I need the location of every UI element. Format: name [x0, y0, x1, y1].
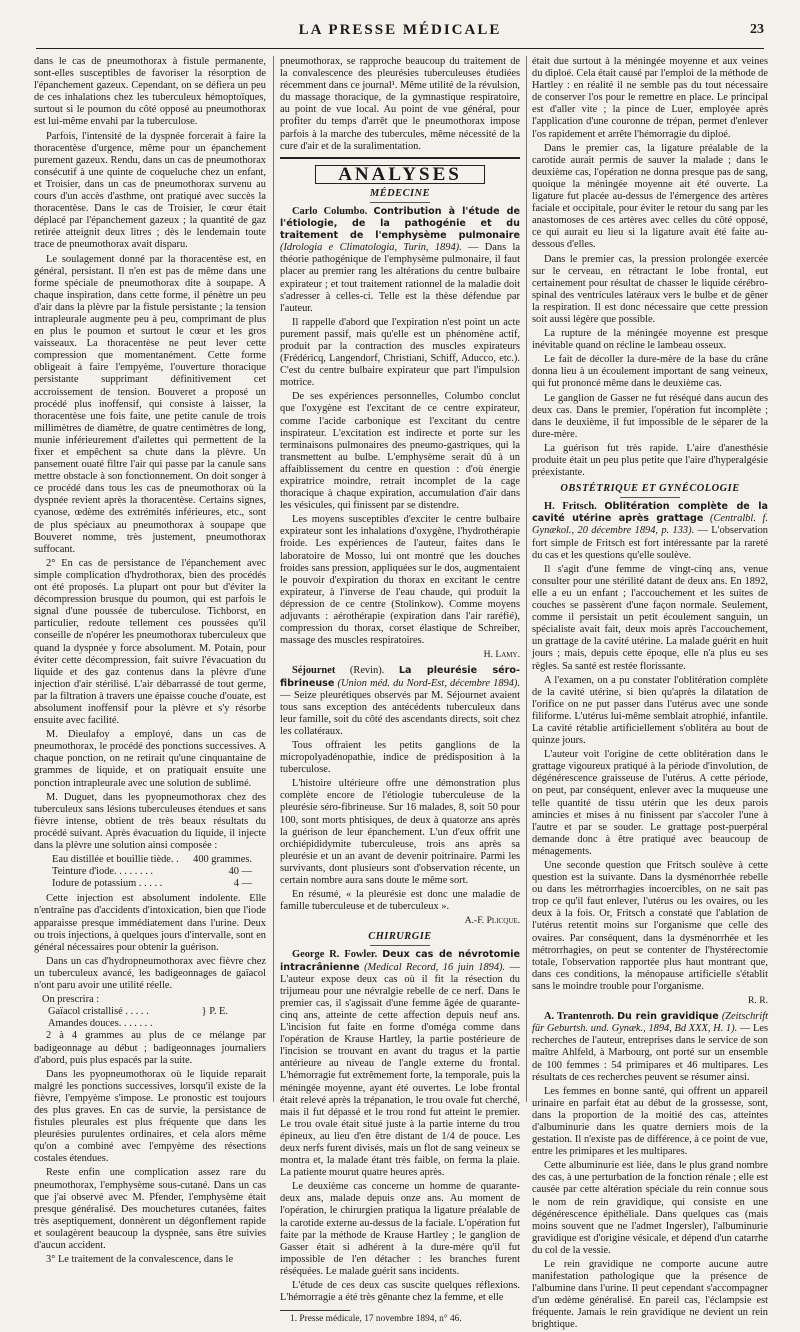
analysis-title: La pleurésie séro-fibrineuse	[280, 665, 520, 689]
paragraph: 2 à 4 grammes au plus de ce mélange par badigeonnage au début ; badigeonnages journaliers d'abord, puis plus espacés par la suite.	[34, 1030, 266, 1066]
paragraph: Le deuxième cas concerne un homme de quarante-deux ans, malade depuis onze ans. Au moment de l'opération, le chirurgien pratiqua la ligature préalable de la carotide externe au-dessus de la faciale. L'opération fut faite par la méthode de Krause Hartley ; le ganglion de Gasser était si adhérent à la dure-mère qu'il fut impossible de l'en détacher : les branches furent réséquées. Le malade guérit sans incidents.	[280, 1181, 520, 1277]
footnote: 1. Presse médicale, 17 novembre 1894, n° 46.	[290, 1314, 462, 1325]
analysis-author: A. Trantenroth.	[544, 1011, 615, 1023]
formula-ingredient: Eau distillée et bouillie tiède. .	[52, 854, 179, 866]
column-left	[34, 56, 266, 1266]
prescription-row	[48, 1018, 228, 1030]
prescription-row	[48, 1006, 228, 1018]
paragraph: La guérison fut très rapide. L'aire d'anesthésie produite était un peu plus petite que l'aire d'hyperalgésie préexistante.	[532, 442, 768, 479]
paragraph: A l'examen, on a pu constater l'oblitération complète de la cavité utérine, si bien qu'après la dilatation de l'orifice on ne put passer dans l'utérus avec une sonde filiforme. L'utérus lui-même semblait atrophié, infantile. La cavité rétablie artificiellement s'oblitéra au bout de quinze jours.	[532, 674, 768, 747]
paragraph: Les femmes en bonne santé, qui offrent un appareil urinaire en parfait état au début de la grossesse, sont, dans la proportion de la moitié des cas, atteintes d'albuminurie dans les quatre derniers mois de la gestation. Il n'existe pas de différence, à ce point de vue, entre les primipares et les multipares.	[532, 1085, 768, 1158]
paragraph: L'étude de ces deux cas suscite quelques réflexions. L'hémorragie a été très gênante chez la femme, et elle	[280, 1280, 520, 1304]
paragraph: pneumothorax, se rapproche beaucoup du traitement de la convalescence des pleurésies tuberculeuses étudiées récemment dans ce journal¹. Même utilité de la révulsion, du massage thoracique, de la gymnastique respiratoire, au point de vue local. Au point de vue général, pour profiter du temps d'arrêt que le pneumothorax impose parfois à la marche des tubercules, même nécessité de la cure d'air et de la suralimentation.	[280, 56, 520, 152]
paragraph: En résumé, « la pleurésie est donc une maladie de famille tuberculeuse et de tuberculeux ».	[280, 889, 520, 913]
iodine-formula	[52, 854, 266, 890]
section-rule	[280, 157, 520, 159]
paragraph: Cette injection est absolument indolente. Elle n'entraîne pas d'accidents d'intoxication, bien que l'iode apparaisse presque immédiatement dans l'urine. Deux ou trois injections, à quelques jours d'intervalle, sont en général nécessaires pour obtenir la guérison.	[34, 893, 266, 953]
paragraph: Dans le premier cas, la ligature préalable de la carotide aurait permis de sauver la malade ; dans le deuxième cas, l'opération ne donna presque pas de sang, quoique la méningée moyenne ait été ouverte. La ligature fut placée au-dessus de l'émergence des artères faciale et occipitale, pour éviter le retour du sang par les anastomoses de ces artères avec celles du côté opposé, ce qui aurait eu lieu si la ligature avait été faite au-dessous d'elles.	[532, 142, 768, 251]
paragraph: Le soulagement donné par la thoracentèse est, en général, persistant. Il n'en est pas de même dans une forme spéciale de pneumothorax dite à soupape. A chaque inspiration, dans cette forme, il pénètre un peu d'air dans la plèvre par la fistule persistante ; la tension intrapleurale augmente peu à peu, comprimant de plus en plus le poumon et surtout le cœur et les gros vaisseaux. La thoracentèse ne peut lever cette compression que momentanément. Cette forme obligeait à faire l'empyème, l'ouverture thoracique persistante supprimant définitivement cet accroissement de tension. Bouveret a proposé un procédé plus inoffensif, qui consiste à laisser, la thoracentèse une fois faite, une petite canule de trois millimètres de diamètre, de quatre centimètres de long, munie inférieurement d'ailettes qui permettent de la fixer et empêchent sa chute dans la plèvre. Un pansement ouaté filtre l'air qui passe par la canule sans mettre obstacle à son fonctionnement. On doit songer à ce procédé dans tous les cas de pneumothorax où la dyspnée revient après la thoracentèse. Certains signes, cyanose, œdème des extrémités inférieures, etc., sont de plus spéciaux au pneumothorax à soupape que Bouveret nomme, très justement, pneumothorax suffocant.	[34, 253, 266, 555]
analysis-reference: (Union méd. du Nord-Est, décembre 1894).	[337, 677, 520, 689]
prescription-title: On prescrira :	[42, 994, 100, 1006]
analysis-title: Oblitération complète de la cavité utérine après grattage	[532, 501, 768, 525]
formula-ingredient: Iodure de potassium . . . . .	[52, 878, 163, 890]
paragraph: La rupture de la méningée moyenne est presque inévitable quand on récline le lambeau osseux.	[532, 328, 768, 352]
analysis-reference: (Centralbl. f. Gynækol., 20 décembre 1894, p. 133).	[532, 513, 768, 537]
analysis-text: — L'auteur expose deux cas où il fit la résection du trijumeau pour une névralgie rebelle de ce nerf. Dans le premier cas, il s'agissait d'une femme âgée de quarante-cinq ans, atteinte de cette affection depuis neuf ans. L'incision fut faite en forme d'oméga comme dans l'opération de Krause Hartley, la partie postérieure de l'incision se trouvant en avant du tragus et la partie antérieure au niveau de l'angle externe du frontal. L'hémorragie fut extrêmement forte, la temporale, puis la méningée moyenne, ayant été ouvertes. Le lobe frontal était relevé après la trépanation, le trou ovale fut cherché, mais il fut dépassé et le trou rond fut atteint le premier. Le trou ovale était situé juste à la partie interne du trou épineux, au lieu d'en être distant de 1/4 de pouce. Les deux nerfs furent divisés, mais un flot de sang veineux se montra et, la malade étant très faible, on ferma la plaie. La patiente mourut quatre heures après.	[280, 961, 520, 1179]
paragraph: M. Dieulafoy a employé, dans un cas de pneumothorax, le procédé des ponctions successives. A chaque ponction, on ne retirait qu'une cinquantaine de grammes de liquide, et on pratiquait ensuite une ponction intrapleurale avec une solution de sublimé.	[34, 729, 266, 789]
paragraph: De ses expériences personnelles, Columbo conclut que l'oxygène est l'excitant de ce centre expirateur, comme l'acide carbonique est l'excitant du centre inspirateur. L'excitation est indirecte et porte sur les terminaisons pulmonaires des pneumo-gastriques, qui la transmettent au bulbe. L'emphysème serait dû à un affaiblissement du centre en question : d'où énergie expiratrice moindre, retrait incomplet de la cage thoracique à chaque expiration, accumulation d'air dans les vésicules, qui finissent par se distendre.	[280, 391, 520, 512]
analysis-text: — Dans la théorie pathogénique de l'emphysème pulmonaire, il faut placer au premier rang les altérations du centre bulbaire expirateur ; et tout traitement rationnel de la maladie doit s'adresser à celles-ci. Telle est la thèse défendue par l'auteur.	[280, 242, 520, 314]
analysis-title: Deux cas de névrotomie intracrânienne	[280, 949, 520, 973]
formula-row	[52, 854, 252, 866]
paragraph: Dans le premier cas, la pression prolongée exercée sur le cerveau, en rétractant le lobe frontal, eut certainement pour résultat de chasser le liquide cérébro-spinal des ventricules latéraux vers le bulbe et de gêner la respiration. Il est donc nécessaire que cette pression soit aussi légère que possible.	[532, 253, 768, 325]
formula-row	[52, 866, 252, 878]
page-number: 23	[750, 22, 764, 37]
analysis-entry	[280, 665, 520, 738]
prescription-ingredient: Gaïacol cristallisé . . . . .	[48, 1006, 149, 1018]
formula-ingredient: Teinture d'iode. . . . . . . .	[52, 866, 153, 878]
paragraph: Une seconde question que Fritsch soulève à cette question est la suivante. Dans la dysménorrhée rebelle ou dans les métrorrhagies incoercibles, on ne sait pas trop ce qu'il faut enlever, l'utérus ou les ovaires, ou les deux à la fois. Or, Fritsch a constaté que l'ablation de l'utérus retentit moins sur l'organisme que celle des ovaires. Par conséquent, dans la dysménorrhée et les métrorrhagies, on peut se contenter de l'hystérectomie totale, l'observation rapportée plus haut montrant que, dans ces conditions, la ménopause artificielle s'établit sans le moindre trouble pour l'organisme.	[532, 860, 768, 992]
column-right	[532, 56, 769, 1331]
paragraph: L'auteur voit l'origine de cette oblitération dans le grattage vigoureux pratiqué à la période d'involution, de dégénérescence graisseuse de l'utérus. A cette période, on peut, par conséquent, enlever avec la muqueuse une telle quantité de tissu utérin que les deux parois amincies et mises à nu finissent par s'accoler l'une à l'autre et par se souder. Le grattage post-puerpéral demande donc à être pratiqué avec beaucoup de ménagements.	[532, 749, 768, 857]
analysis-title: Du rein gravidique	[617, 1011, 719, 1023]
section-underline	[370, 202, 430, 203]
paragraph: Dans un cas d'hydropneumothorax avec fièvre chez un tuberculeux avancé, les badigeonnages de gaïacol n'ont paru avoir une utilité réelle.	[34, 955, 266, 992]
paragraph: Tous offraient les petits ganglions de la micropolyadénopathie, indice de prédisposition à la tuberculose.	[280, 739, 520, 776]
analysis-text: — Seize pleurétiques observés par M. Séjournet avaient tous sans exception des antécédents tuberculeux dans leur famille, soit du côté des ascendants directs, soit chez les collatéraux.	[280, 689, 520, 737]
analysis-entry	[280, 206, 520, 315]
analyses-heading: ANALYSES	[315, 165, 485, 184]
paragraph: Le rein gravidique ne comporte aucune autre manifestation pathologique que la présence de l'albumine dans l'urine. Il peut cependant s'accompagner d'un œdème généralisé. En pareil cas, l'éclampsie est fréquente. Jamais le rein gravidique ne devient un rein brightique.	[532, 1259, 768, 1331]
analysis-author: Carlo Columbo.	[292, 205, 368, 217]
paragraph: L'histoire ultérieure offre une démonstration plus complète encore de l'étiologie tuberculeuse de la pleurésie séro-fibrineuse. Sur 16 malades, 8, soit 50 pour 100, sont morts phtisiques, de deux à quatorze ans après la guérison de leur épanchement. L'un d'eux offrit une orchiépididymite tuberculeuse, trois ans après sa pleurésie et un an avant de devenir poitrinaire. Parmi les survivants, dont plusieurs sont d'observation récente, un certain nombre aura sans doute le même sort.	[280, 778, 520, 886]
paragraph: Parfois, l'intensité de la dyspnée forcerait à faire la thoracentèse d'urgence, même pour un épanchement purement gazeux. Rendu, dans un cas de pneumothorax consécutif à une quinte de coqueluche chez un enfant, et Troisier, dans un cas de pneumothorax survenu au cours d'un accès d'asthme, ont pratiqué avec succès la thoracentèse. Dans le cas de Troisier, le cœur était déplacé par l'épanchement gazeux ; la quantité de gaz retirée atteignit deux litres ; dès le lendemain toute trace de pneumothorax avait disparu.	[34, 130, 266, 251]
analysis-entry	[532, 501, 768, 561]
page-header	[36, 22, 764, 49]
analysis-reference: (Idrologia e Climatologia, Turin, 1894).	[280, 242, 462, 254]
paragraph: était due surtout à la méningée moyenne et aux veines du diploé. Cela était causé par l'emploi de la méthode de Hartley : en réalité il ne semble pas du tout nécessaire de conserver l'os pour le remettre en place. Le principal est d'aller vite ; la pince de Luer, employée après l'application d'une couronne de trépan, permet d'enlever l'os rapidement et arrête l'hémorragie du diploé.	[532, 56, 768, 140]
paragraph: Le ganglion de Gasser ne fut réséqué dans aucun des deux cas. Dans le premier, l'opération fut incomplète ; dans le deuxième, il fut impossible de le séparer de la dure-mère.	[532, 392, 768, 440]
column-divider	[273, 56, 274, 1102]
paragraph: Reste enfin une complication assez rare du pneumothorax, l'emphysème sous-cutané. Dans un cas que j'ai observé avec M. Pfender, l'emphysème était presque généralisé. Des mouchetures cutanées, faites très aseptiquement, donnèrent un dégonflement rapide et soulagèrent beaucoup la dyspnée, sans être suivies d'aucun accident.	[34, 1167, 266, 1251]
analysis-location: (Revin).	[349, 665, 385, 677]
analysis-reference: (Zeitschrift für Geburtsh. und. Gynæk., 1894, Bd XXX, H. 1).	[532, 1011, 768, 1035]
analysis-reference: (Medical Record, 16 juin 1894).	[364, 961, 506, 973]
analysis-author: H. Fritsch.	[544, 501, 597, 513]
footnote-rule	[280, 1310, 350, 1311]
paragraph: dans le cas de pneumothorax à fistule permanente, sont-elles susceptibles de favoriser la résorption de l'épanchement gazeux. Cependant, on se défiera un peu de ces inhalations chez les tuberculeux hémoptoïques, surtout si le poumon du côté opposé au pneumothorax est lui-même envahi par la tuberculose.	[34, 56, 266, 128]
paragraph: Les moyens susceptibles d'exciter le centre bulbaire expirateur sont les inhalations d'oxygène, l'hydrothérapie froide. Les expériences de l'auteur, faites dans le laboratoire de Mosso, lui ont montré que les douches froides sans pression, appliquées sur le dos, augmentaient le pouvoir d'expiration du thorax en excitant le centre expirateur, à l'inverse de l'eau chaude, qui produit la dépression de ce centre (Stolinkow). Comme moyens adjuvants : aérothérapie (expiration dans l'air raréfié), compression du thorax, corset élastique de Schreiber, massage des muscles respiratoires.	[280, 514, 520, 647]
section-heading-obstetrique: OBSTÉTRIQUE ET GYNÉCOLOGIE	[560, 483, 740, 495]
analysis-entry	[532, 1011, 768, 1084]
formula-row	[52, 878, 252, 890]
formula-quantity: 40 —	[228, 866, 252, 878]
analysis-signature: H. Lamy.	[483, 649, 520, 661]
paragraph: Il rappelle d'abord que l'expiration n'est point un acte purement passif, mais qu'elle est un phénomène actif, produit par la contraction des muscles expirateurs (Frédéricq, Langendorf, Christiani, Schiff, Aducco, etc.). C'est du centre bulbaire expirateur que part l'impulsion motrice.	[280, 316, 520, 389]
column-divider	[526, 56, 527, 1102]
analysis-title: Contribution à l'étude de l'étiologie, de la pathogénie et du traitement de l'emphysème pulmonaire	[280, 205, 521, 242]
journal-title: LA PRESSE MÉDICALE	[298, 22, 502, 38]
paragraph: Dans les pyopneumothorax où le liquide reparait malgré les ponctions successives, lorsqu'il existe de la fièvre, l'empyème s'impose. Le pronostic est toujours des plus graves. En cas de survie, la persistance de fistules pleurales est plus fréquente que dans les pleurésies purulentes ordinaires, et cela alors même qu'on a combiné avec l'empyème des résections costales étendues.	[34, 1068, 266, 1165]
section-heading-chirurgie: CHIRURGIE	[368, 931, 432, 943]
analysis-signature: A.-F. Plicque.	[464, 915, 520, 927]
prescription-ingredient: Amandes douces. . . . . . .	[48, 1018, 153, 1030]
analysis-signature: R. R.	[748, 995, 768, 1007]
prescription-quantity: } P. E.	[201, 1006, 228, 1018]
section-heading-medecine: MÉDECINE	[369, 187, 430, 199]
paragraph: Il s'agit d'une femme de vingt-cinq ans, venue consulter pour une stérilité datant de deux ans. En 1892, elle a eu un enfant ; l'accouchement et les suites de couches se passèrent d'une façon normale. Seulement, comme il persistait un petit écoulement sanguin, un spécialiste avait fait, deux mois après l'accouchement, un grattage de la cavité utérine. La malade guérit en huit jours ; mais, depuis cette époque, elle n'a plus eu ses règles. Sa santé est restée florissante.	[532, 563, 768, 672]
paragraph: 2° En cas de persistance de l'épanchement avec simple complication d'hydrothorax, bien des procédés ont été proposés. La plupart ont pour but d'éviter la décompression brusque du poumon, qui est parfois le signal d'une poussée de tuberculose. Tichborst, en particulier, redoute tellement ces poussées qu'il conseille de n'opérer les pneumothorax tuberculeux que quand la dyspnée y force absolument. M. Potain, pour éviter cette décompression, fait suivre l'évacuation du liquide et des gaz contenus dans la plèvre d'une injection d'air stérilisé. L'air débarrassé de tout germe, par la filtration à travers une épaisse couche d'ouate, est absolument inoffensif pour la plèvre et s'y résorbe ensuite avec facilité.	[34, 557, 266, 727]
formula-quantity: 4 —	[233, 878, 252, 890]
section-underline	[620, 497, 680, 498]
formula-quantity: 400 grammes.	[193, 854, 252, 866]
analysis-author: George R. Fowler.	[292, 949, 378, 961]
paragraph: Cette albuminurie est liée, dans le plus grand nombre des cas, à une perturbation de la fonction rénale ; elle est causée par cette altération spéciale du rein connue sous le nom de rein gravidique, qui consiste en une dégénérescence épithéliale. Dans quelques cas (mais moins souvent que ne l'admet Ingersler), l'albuminurie gravidique est d'origine vésicale, et dépend d'un catarrhe du col de la vessie.	[532, 1160, 768, 1256]
paragraph: M. Duguet, dans les pyopneumothorax chez des tuberculeux sans lésions tuberculeuses étendues et sans fièvre intense, obtient de très beaux résultats du procédé suivant. Après évacuation du liquide, il injecte dans la plèvre une solution ainsi composée :	[34, 791, 266, 851]
analysis-entry	[280, 949, 520, 1179]
section-underline	[370, 945, 430, 946]
analysis-text: — L'observation fort simple de Fritsch est fort intéressante par la rareté du cas et les questions qu'elle soulève.	[532, 525, 768, 561]
analysis-text: — Les recherches de l'auteur, entreprises dans le service de son maître Ahlfeld, à Marbourg, ont porté sur un ensemble de 100 femmes : 54 primipares et 46 multipares. Les résultats de ces recherches peuvent se résumer ainsi.	[532, 1023, 769, 1083]
paragraph: 3° Le traitement de la convalescence, dans le	[46, 1254, 234, 1266]
analysis-author: Séjournet	[292, 665, 336, 677]
paragraph: Le fait de décoller la dure-mère de la base du crâne donna lieu à un écoulement important de sang veineux, qui fut prononcé même dans le deuxième cas.	[532, 354, 768, 390]
column-middle	[280, 56, 521, 1325]
